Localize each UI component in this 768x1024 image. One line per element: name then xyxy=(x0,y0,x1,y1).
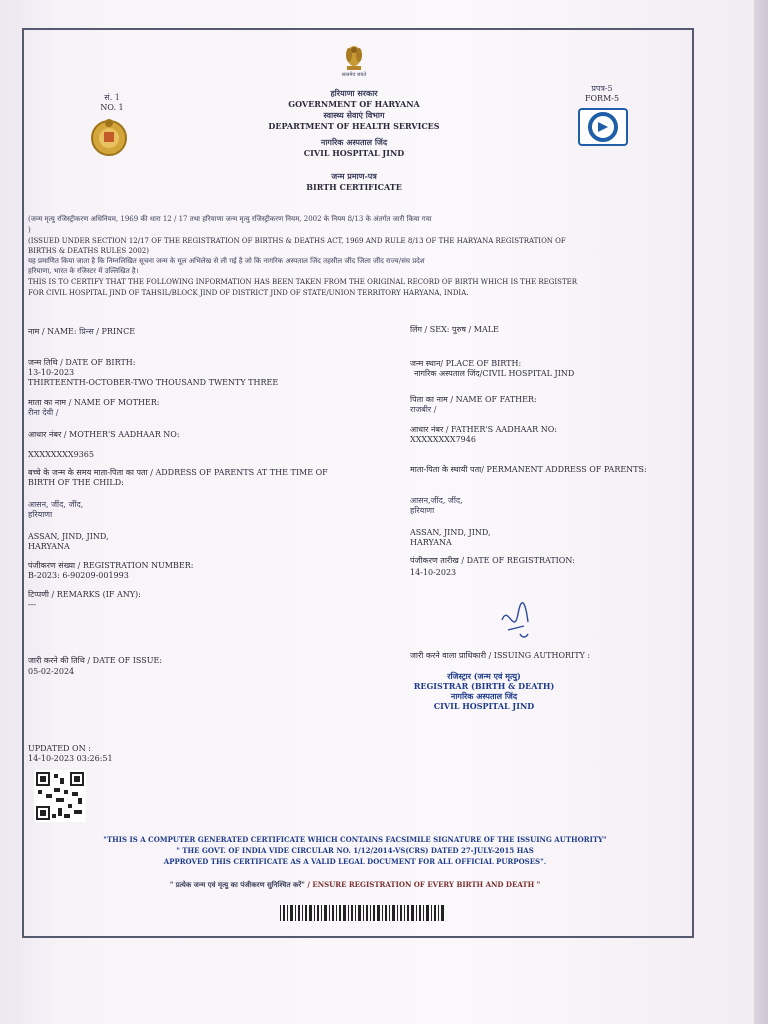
footer-slogan-hindi: " प्रत्येक जन्म एवं मृत्यु का पंजीकरण सुनिश्चित करें" xyxy=(169,880,305,889)
sex-row xyxy=(410,325,499,335)
preamble-hindi-1b: ) xyxy=(28,226,31,234)
father-aadhaar-label: आधार नंबर / FATHER'S AADHAAR NO: xyxy=(410,425,557,434)
address-at-birth-hindi-1: आसन, जींद, जींद, xyxy=(28,500,84,509)
registration-date-value: 14-10-2023 xyxy=(410,568,457,577)
footer-slogan-english: ENSURE REGISTRATION OF EVERY BIRTH AND DEATH " xyxy=(312,880,541,889)
date-of-issue-value: 05-02-2024 xyxy=(28,667,75,676)
father-name-value: राजबीर / xyxy=(410,405,437,414)
issuing-authority-label: जारी करने वाला प्राधिकारी / ISSUING AUTHORITY : xyxy=(410,651,591,660)
permanent-address-hindi-1: आसन,जींद, जींद, xyxy=(410,496,463,505)
barcode-icon xyxy=(278,904,448,922)
permanent-address-english-1: ASSAN, JIND, JIND, xyxy=(410,528,491,537)
qr-code-icon xyxy=(34,770,86,822)
dob-words: THIRTEENTH-OCTOBER-TWO THOUSAND TWENTY THREE xyxy=(28,378,279,387)
child-name-row xyxy=(28,327,135,337)
form-number-english: FORM-5 xyxy=(584,94,620,103)
preamble-hindi-3: हरियाणा, भारत के रजिस्टर में उल्लिखित है। xyxy=(28,267,139,275)
footer-slogan-separator: / xyxy=(307,880,310,889)
footer-slogan xyxy=(30,880,680,890)
haryana-seal-icon xyxy=(90,118,128,156)
updated-on-label: UPDATED ON : xyxy=(28,744,91,753)
registrar-stamp-hindi: रजिस्ट्रार (जन्म एवं मृत्यु) xyxy=(447,671,521,681)
mother-name-label: माता का नाम / NAME OF MOTHER: xyxy=(28,398,160,407)
address-at-birth-label: बच्चे के जन्म के समय माता-पिता का पता / ADDRESS OF PARENTS AT THE TIME OF xyxy=(28,468,328,477)
father-name-label: पिता का नाम / NAME OF FATHER: xyxy=(410,395,537,404)
permanent-address-label: माता-पिता के स्थायी पता/ PERMANENT ADDRESS OF PARENTS: xyxy=(410,465,647,474)
child-name-value: / PRINCE xyxy=(96,327,136,336)
address-at-birth-english-1: ASSAN, JIND, JIND, xyxy=(28,532,109,541)
registrar-hospital-english: CIVIL HOSPITAL JIND xyxy=(433,701,535,711)
address-at-birth-english-2: HARYANA xyxy=(28,542,70,551)
form-number-hindi: प्रपत्र-5 xyxy=(591,84,613,93)
remarks-label: टिप्पणी / REMARKS (IF ANY): xyxy=(28,590,141,599)
government-name-english: GOVERNMENT OF HARYANA xyxy=(288,99,420,109)
dob-label: जन्म तिथि / DATE OF BIRTH: xyxy=(28,358,136,367)
mother-name-value: रीना देवी / xyxy=(28,408,59,417)
footer-approved: APPROVED THIS CERTIFICATE AS A VALID LEGAL DOCUMENT FOR ALL OFFICIAL PURPOSES". xyxy=(163,857,547,866)
sex-value: पुरुष / MALE xyxy=(452,325,499,334)
certificate-title-hindi: जन्म प्रमाण-पत्र xyxy=(331,171,377,181)
place-of-birth-label: जन्म स्थान/ PLACE OF BIRTH: xyxy=(410,359,522,368)
number-english: NO. 1 xyxy=(100,103,124,112)
registration-number-value: B-2023: 6-90209-001993 xyxy=(28,571,129,580)
preamble-english-2: BIRTHS & DEATHS RULES 2002) xyxy=(28,247,149,255)
national-emblem-icon xyxy=(340,42,368,76)
updated-on-value: 14-10-2023 03:26:51 xyxy=(28,754,113,763)
preamble-english-3: THIS IS TO CERTIFY THAT THE FOLLOWING INFORMATION HAS BEEN TAKEN FROM THE ORIGINAL RECORD OF BIRTH WHICH IS THE REGISTER xyxy=(28,278,577,286)
registration-date-label: पंजीकरण तारीख / DATE OF REGISTRATION: xyxy=(410,556,575,565)
hospital-name-english: CIVIL HOSPITAL JIND xyxy=(303,148,405,158)
preamble-english-4: FOR CIVIL HOSPITAL JIND OF TAHSIL/BLOCK JIND OF DISTRICT JIND OF STATE/UNION TERRITORY HARYANA, INDIA. xyxy=(28,289,469,297)
number-hindi: सं. 1 xyxy=(104,93,120,102)
address-at-birth-hindi-2: हरियाणा xyxy=(28,510,53,519)
place-of-birth-value: नागरिक अस्पताल जिंद/CIVIL HOSPITAL JIND xyxy=(414,369,575,378)
footer-computer-generated: "THIS IS A COMPUTER GENERATED CERTIFICATE WHICH CONTAINS FACSIMILE SIGNATURE OF THE ISSUING AUTHORITY" xyxy=(103,835,607,844)
preamble-english-1: (ISSUED UNDER SECTION 12/17 OF THE REGISTRATION OF BIRTHS & DEATHS ACT, 1969 AND RULE 8/13 OF THE HARYANA REGISTRATION OF xyxy=(28,237,566,245)
dob-value: 13-10-2023 xyxy=(28,368,75,377)
department-name-hindi: स्वास्थ्य सेवाएं विभाग xyxy=(323,110,385,120)
footer-circular: " THE GOVT. OF INDIA VIDE CIRCULAR NO. 1/12/2014-VS(CRS) DATED 27-JULY-2015 HAS xyxy=(176,846,534,855)
sex-label: लिंग / SEX: xyxy=(410,325,450,334)
date-of-issue-label: जारी करने की तिथि / DATE OF ISSUE: xyxy=(28,656,163,665)
remarks-value: --- xyxy=(28,600,37,609)
registrar-stamp-english: REGISTRAR (BIRTH & DEATH) xyxy=(413,681,555,691)
permanent-address-english-2: HARYANA xyxy=(410,538,452,547)
emblem-caption: सत्यमेव जयते xyxy=(341,72,367,78)
child-name-hindi: प्रिन्स xyxy=(79,327,94,336)
father-aadhaar-value: XXXXXXXX7946 xyxy=(410,435,476,444)
department-name-english: DEPARTMENT OF HEALTH SERVICES xyxy=(268,121,440,131)
government-name-hindi: हरियाणा सरकार xyxy=(330,88,378,98)
registration-number-label: पंजीकरण संख्या / REGISTRATION NUMBER: xyxy=(28,561,194,570)
child-name-label: नाम / NAME: xyxy=(28,327,77,336)
preamble-hindi-2: यह प्रमाणित किया जाता है कि निम्नलिखित सूचना जन्म के मूल अभिलेख से ली गई है जो कि नागरिक अस्पताल जिंद तहसील जींद जिला जींद राज्य/संघ प्रदेश xyxy=(28,257,425,265)
page-edge-shadow xyxy=(754,0,768,1024)
address-at-birth-label-2: BIRTH OF THE CHILD: xyxy=(28,478,124,487)
mother-aadhaar-value: XXXXXXXX9365 xyxy=(28,450,94,459)
facsimile-signature-icon xyxy=(498,600,534,642)
hospital-name-hindi: नागरिक अस्पताल जिंद xyxy=(320,137,388,147)
permanent-address-hindi-2: हरियाणा xyxy=(410,506,435,515)
crs-logo-icon xyxy=(578,108,628,146)
registrar-hospital-hindi: नागरिक अस्पताल जिंद xyxy=(450,691,518,701)
mother-aadhaar-label: आधार नंबर / MOTHER'S AADHAAR NO: xyxy=(28,430,180,439)
certificate-title-english: BIRTH CERTIFICATE xyxy=(306,182,402,192)
preamble-hindi-1: (जन्म मृत्यु रजिस्ट्रीकरण अधिनियम, 1969 की धारा 12 / 17 तथा हरियाणा जन्म मृत्यु रजिस्ट्रीकरण नियम, 2002 के नियम 8/13 के अंतर्गत जारी किया गया xyxy=(28,215,432,223)
